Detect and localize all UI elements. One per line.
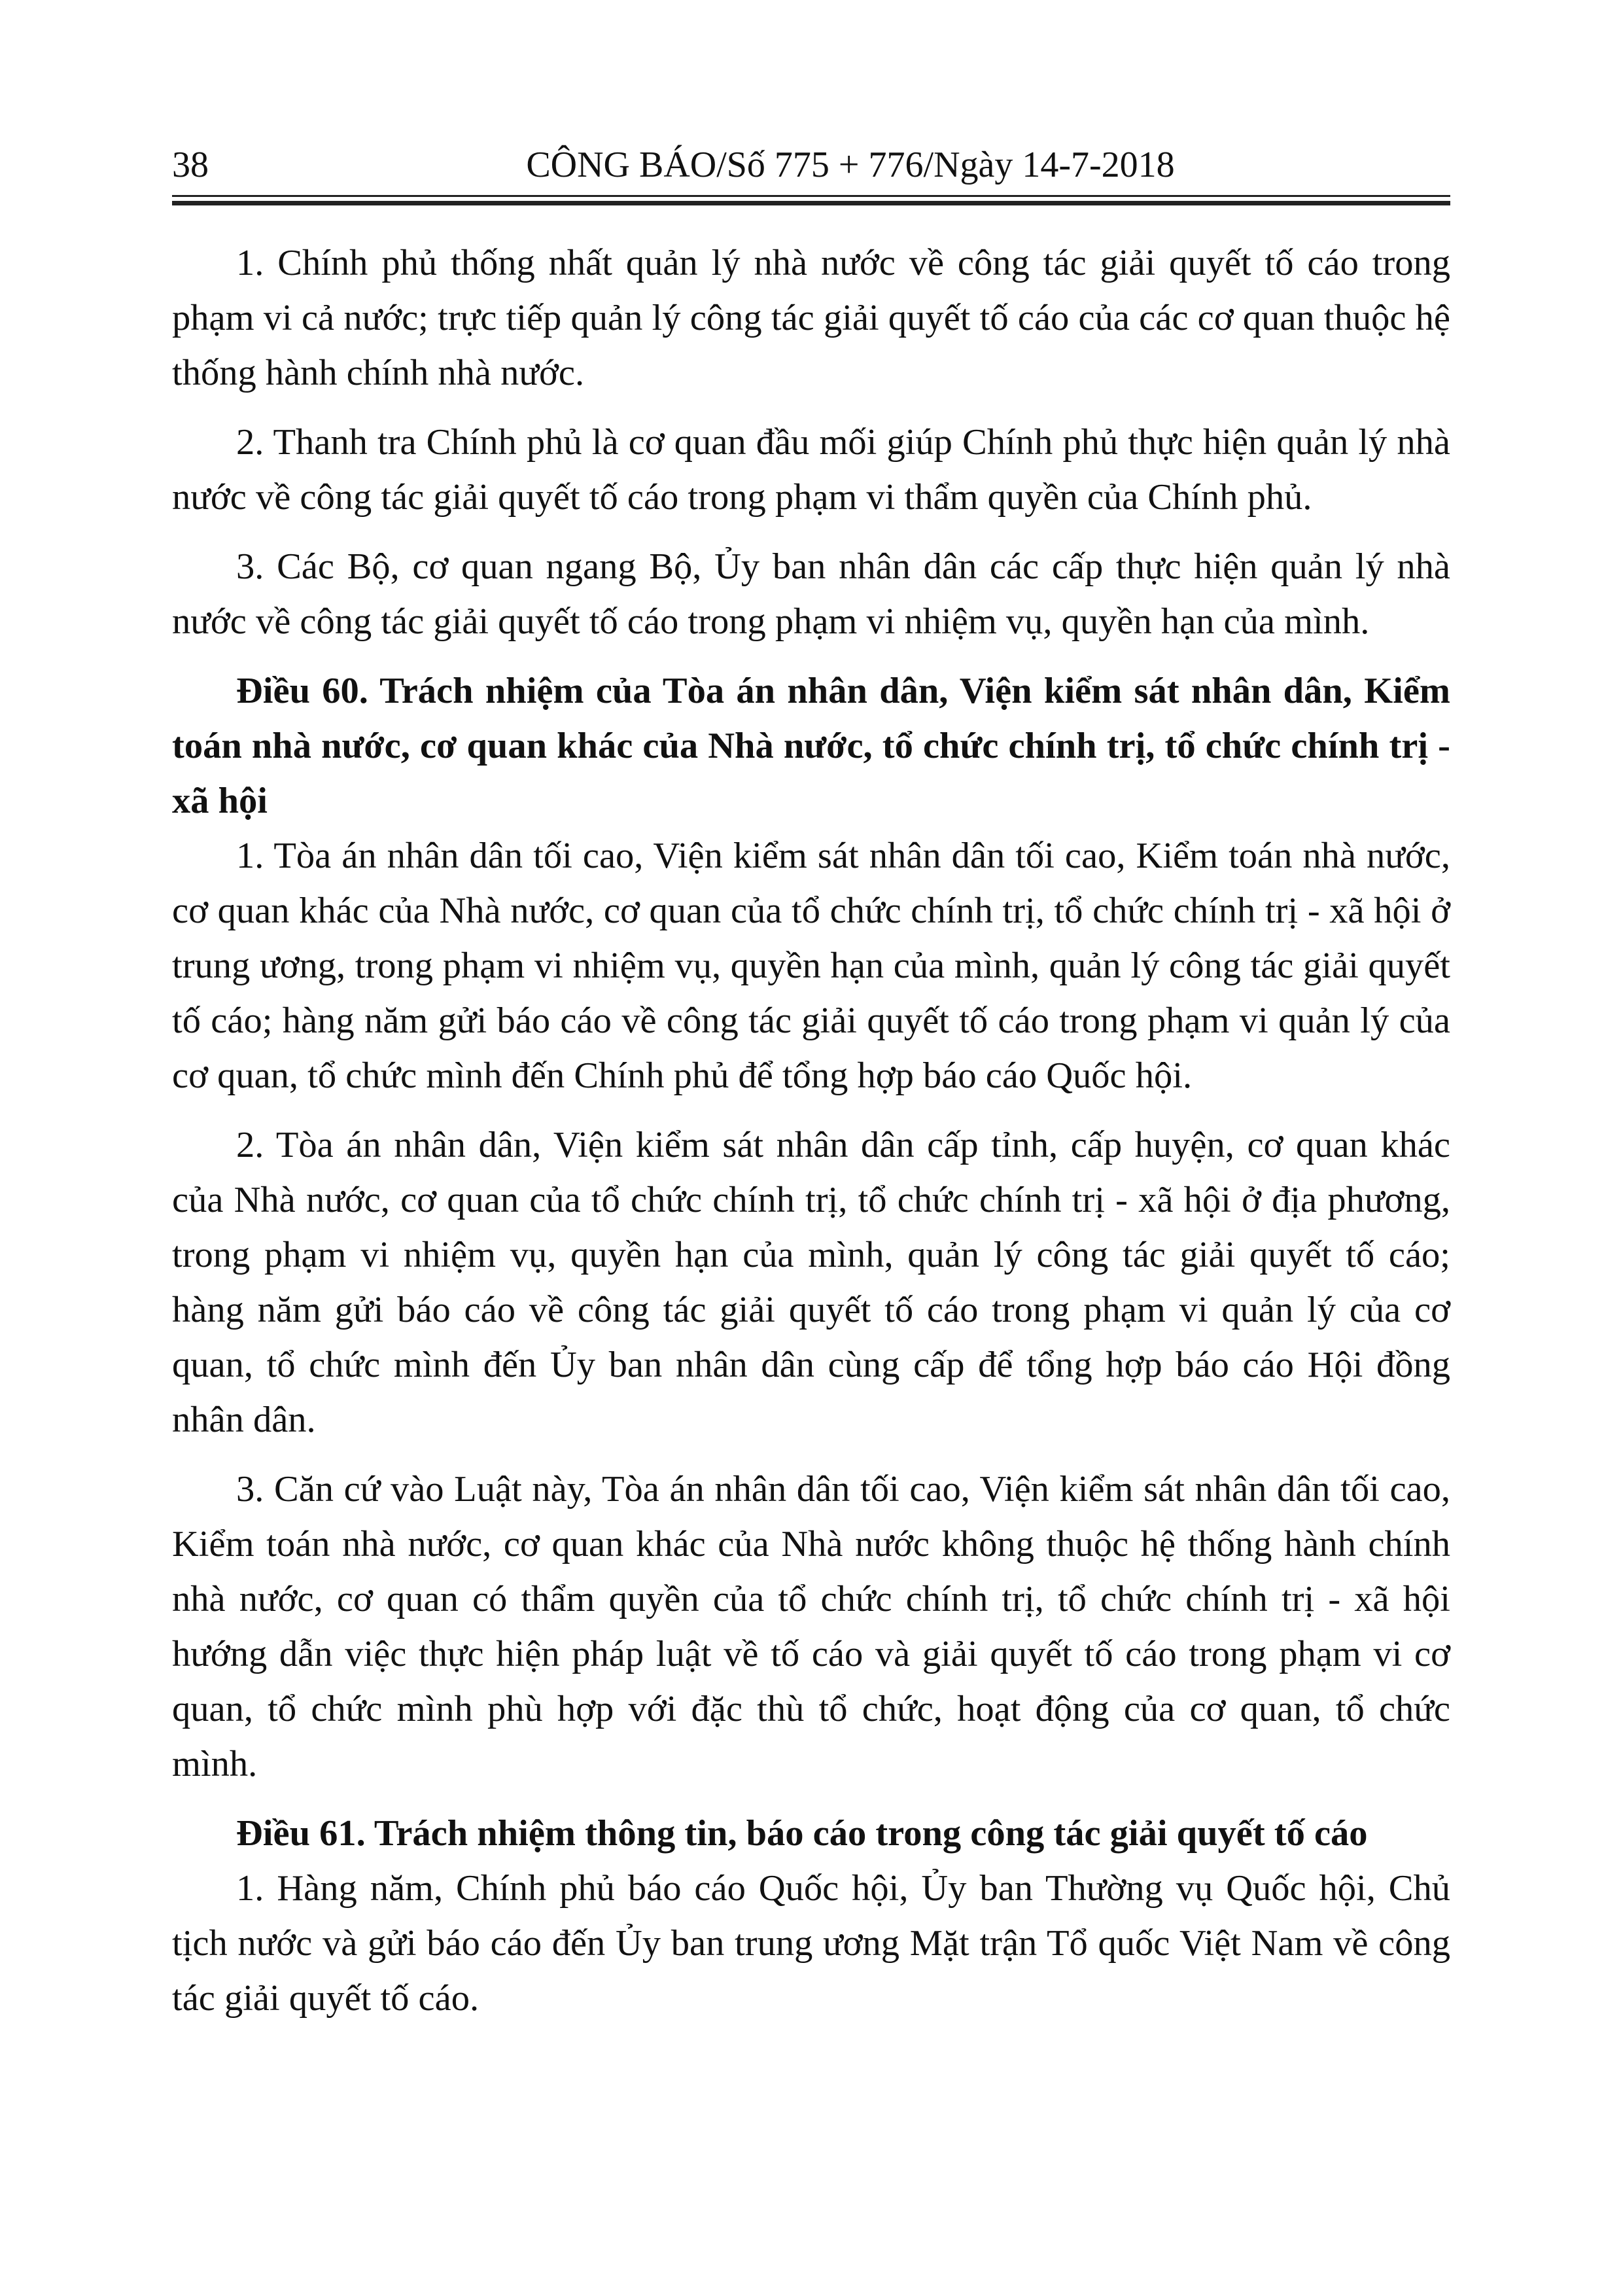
article-60-paragraph-3: 3. Căn cứ vào Luật này, Tòa án nhân dân tối cao, Viện kiểm sát nhân dân tối cao, Kiểm toán nhà nước, cơ quan khác của Nhà nước không thuộc hệ thống hành chính nhà nước, cơ quan có thẩm quyền của tổ chức chính trị, tổ chức chính trị - xã hội hướng dẫn việc thực hiện pháp luật về tố cáo và giải quyết tố cáo trong phạm vi cơ quan, tổ chức mình phù hợp với đặc thù tổ chức, hoạt động của cơ quan, tổ chức mình. <box>172 1469 1450 1784</box>
article-60-paragraph-1: 1. Tòa án nhân dân tối cao, Viện kiểm sát nhân dân tối cao, Kiểm toán nhà nước, cơ quan khác của Nhà nước, cơ quan của tổ chức chính trị, tổ chức chính trị - xã hội ở trung ương, trong phạm vi nhiệm vụ, quyền hạn của mình, quản lý công tác giải quyết tố cáo; hàng năm gửi báo cáo về công tác giải quyết tố cáo trong phạm vi quản lý của cơ quan, tổ chức mình đến Chính phủ để tổng hợp báo cáo Quốc hội. <box>172 836 1450 1096</box>
page-header <box>172 139 1450 191</box>
page-number: 38 <box>172 145 209 185</box>
header-rule-thin <box>172 195 1450 197</box>
running-title: CÔNG BÁO/Số 775 + 776/Ngày 14-7-2018 <box>526 145 1175 185</box>
article-61-title: Điều 61. Trách nhiệm thông tin, báo cáo trong công tác giải quyết tố cáo <box>236 1813 1368 1854</box>
paragraph-2: 2. Thanh tra Chính phủ là cơ quan đầu mối giúp Chính phủ thực hiện quản lý nhà nước về công tác giải quyết tố cáo trong phạm vi thẩm quyền của Chính phủ. <box>172 422 1450 518</box>
paragraph-3: 3. Các Bộ, cơ quan ngang Bộ, Ủy ban nhân dân các cấp thực hiện quản lý nhà nước về công tác giải quyết tố cáo trong phạm vi nhiệm vụ, quyền hạn của mình. <box>172 546 1450 642</box>
article-60-title: Điều 60. Trách nhiệm của Tòa án nhân dân, Viện kiểm sát nhân dân, Kiểm toán nhà nước, cơ quan khác của Nhà nước, tổ chức chính trị, tổ chức chính trị - xã hội <box>172 671 1450 821</box>
paragraph-1: 1. Chính phủ thống nhất quản lý nhà nước về công tác giải quyết tố cáo trong phạm vi cả nước; trực tiếp quản lý công tác giải quyết tố cáo của các cơ quan thuộc hệ thống hành chính nhà nước. <box>172 243 1450 393</box>
document-body <box>172 236 1450 2040</box>
header-rule-thick <box>172 201 1450 205</box>
article-60-paragraph-2: 2. Tòa án nhân dân, Viện kiểm sát nhân dân cấp tỉnh, cấp huyện, cơ quan khác của Nhà nước, cơ quan của tổ chức chính trị, tổ chức chính trị - xã hội ở địa phương, trong phạm vi nhiệm vụ, quyền hạn của mình, quản lý công tác giải quyết tố cáo; hàng năm gửi báo cáo về công tác giải quyết tố cáo trong phạm vi quản lý của cơ quan, tổ chức mình đến Ủy ban nhân dân cùng cấp để tổng hợp báo cáo Hội đồng nhân dân. <box>172 1125 1450 1440</box>
article-61-paragraph-1: 1. Hàng năm, Chính phủ báo cáo Quốc hội, Ủy ban Thường vụ Quốc hội, Chủ tịch nước và gửi báo cáo đến Ủy ban trung ương Mặt trận Tổ quốc Việt Nam về công tác giải quyết tố cáo. <box>172 1868 1450 2019</box>
